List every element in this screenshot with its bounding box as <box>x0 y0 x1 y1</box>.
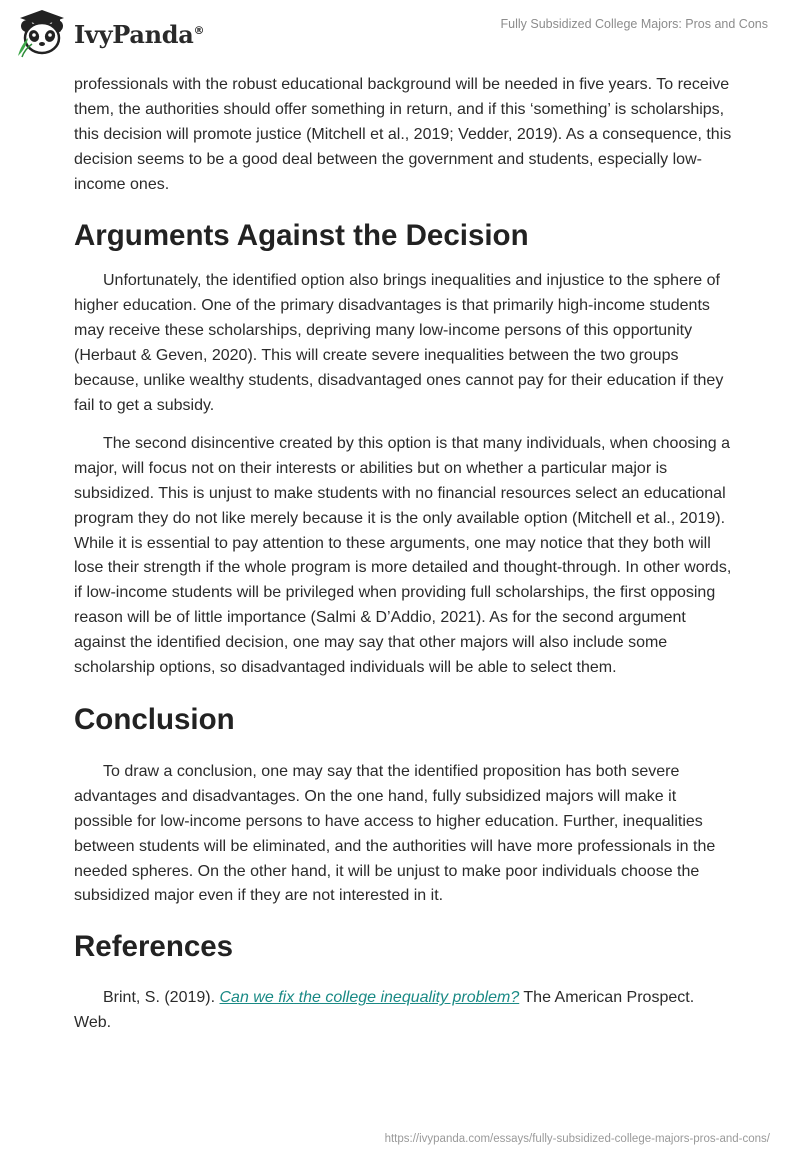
essay-body <box>74 73 734 1036</box>
reference-source: The American Prospect. Web. <box>74 989 695 1032</box>
section-heading-arguments: Arguments Against the Decision <box>74 218 529 252</box>
conclusion-paragraph: To draw a conclusion, one may say that the identified proposition has both severe advantages and disadvantages. On the one hand, fully subsidized majors will make it possible for low-income persons to have access to higher education. Further, inequalities between students will be eliminated, and the authorities will have more professionals in the needed spheres. On the other hand, it will be unjust to make poor individuals choose the subsidized major even if they are not interested in it. <box>74 762 716 905</box>
arguments-paragraph-2: The second disincentive created by this option is that many individuals, when choosing a major, will focus not on their interests or abilities but on whether a particular major is subsidized. This is unjust to make students with no financial resources select an educational program they do not like merely because it is the only available option (Mitchell et al., 2019). While it is essential to pay attention to these arguments, one may notice that they both will lose their strength if the whole program is more detailed and thought-through. In other words, if low-income students will be privileged when providing full scholarships, the first opposing reason will be of little importance (Salmi & D’Addio, 2021). As for the second argument against the identified decision, one may say that other majors will also include some scholarship options, so disadvantaged individuals will be able to select them. <box>74 434 732 677</box>
footer-url[interactable]: https://ivypanda.com/essays/fully-subsidized-college-majors-pros-and-cons/ <box>384 1133 770 1145</box>
ivypanda-logo[interactable] <box>14 8 204 58</box>
reference-link[interactable]: Can we fix the college inequality problem? <box>219 989 520 1007</box>
arguments-paragraph-1: Unfortunately, the identified option also brings inequalities and injustice to the sphere of higher education. One of the primary disadvantages is that primarily high-income students may receive these scholarships, depriving many low-income persons of this opportunity (Herbaut & Geven, 2020). This will create severe inequalities between the two groups because, unlike wealthy students, disadvantaged ones cannot pay for their education if they fail to get a subsidy. <box>74 272 724 414</box>
section-heading-conclusion: Conclusion <box>74 702 235 736</box>
panda-graduation-cap-icon <box>14 8 70 58</box>
brand-name: IvyPanda® <box>74 19 205 49</box>
reference-item <box>74 986 734 1036</box>
document-title: Fully Subsidized College Majors: Pros and Cons <box>500 17 768 31</box>
section-heading-references: References <box>74 930 234 964</box>
reference-author-year: Brint, S. (2019). <box>103 989 220 1007</box>
intro-paragraph: professionals with the robust educational background will be needed in five years. To receive them, the authorities should offer something in return, and if this ‘something’ is scholarships, this decision will promote justice (Mitchell et al., 2019; Vedder, 2019). As a consequence, this decision seems to be a good deal between the government and students, especially low-income ones. <box>74 76 732 193</box>
page-header <box>0 0 800 66</box>
